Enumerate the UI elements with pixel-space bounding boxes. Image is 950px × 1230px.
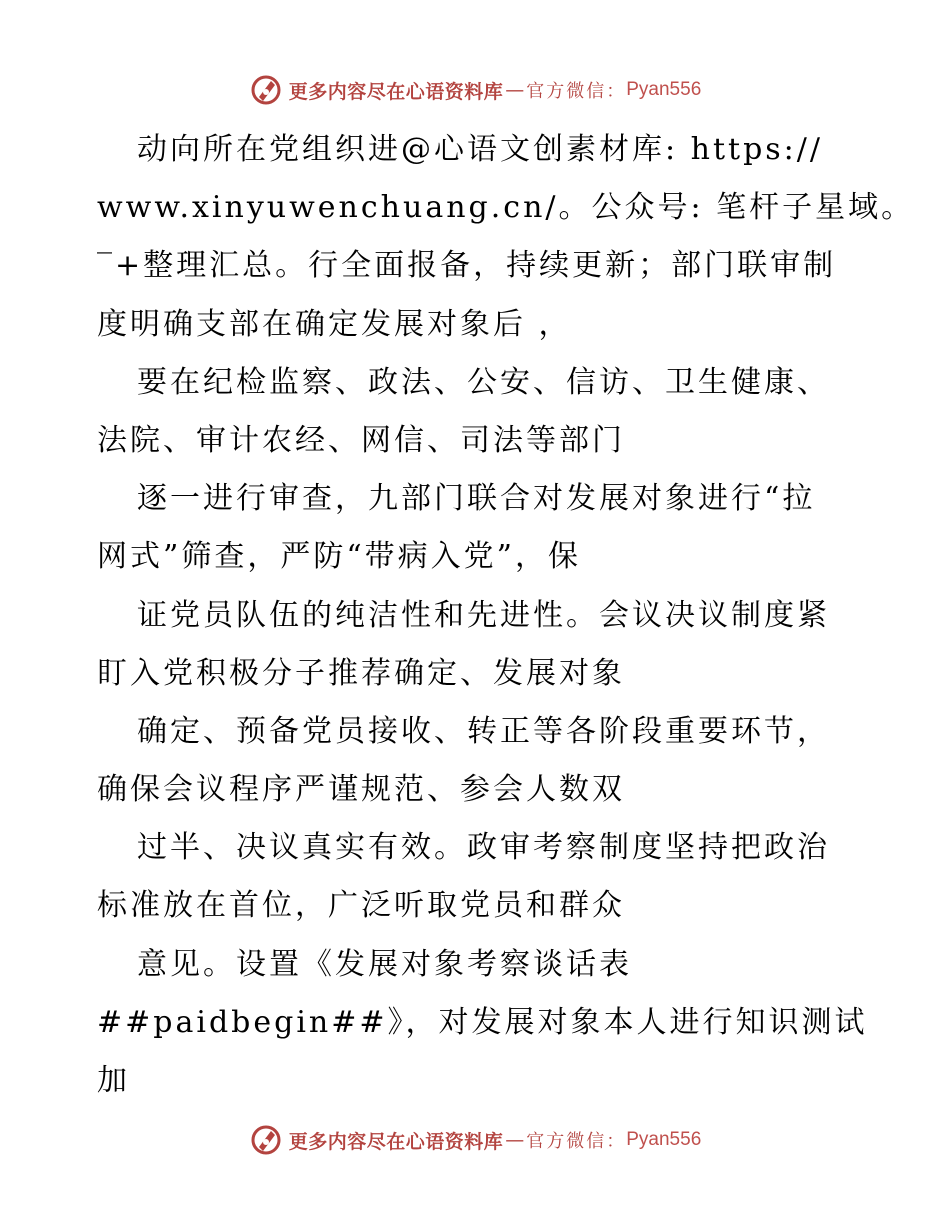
body-line: 加	[97, 1063, 130, 1098]
body-line: 法院、审计农经、网信、司法等部门	[97, 422, 625, 458]
footer-watermark-separator: —	[505, 1129, 525, 1151]
body-line: 确保会议程序严谨规范、参会人数双	[97, 772, 625, 808]
body-line: 意见。设置《发展对象考察谈话表	[137, 946, 632, 982]
body-line: 标准放在首位，广泛听取党员和群众	[97, 888, 625, 924]
body-line: 度明确支部在确定发展对象后 ，	[97, 306, 572, 342]
body-line: 过半、决议真实有效。政审考察制度坚持把政治	[137, 830, 830, 866]
footer-watermark-id: Pyan556	[626, 1129, 702, 1150]
header-watermark-main: 更多内容尽在心语资料库	[288, 80, 504, 103]
body-line: www.xinyuwenchuang.cn/。公众号: 笔杆子星域。	[97, 190, 915, 226]
footer-watermark-main: 更多内容尽在心语资料库	[288, 1130, 504, 1153]
footer-watermark-sub: 官方微信：	[526, 1131, 627, 1152]
body-line: 网式”筛查，严防“带病入党”，保	[97, 539, 582, 575]
document-body	[97, 121, 915, 1110]
header-watermark-id: Pyan556	[626, 79, 702, 100]
header-watermark	[0, 70, 950, 110]
body-line: 盯入党积极分子推荐确定、发展对象	[97, 655, 625, 691]
brand-logo-icon	[249, 73, 283, 107]
header-watermark-sub: 官方微信：	[526, 81, 627, 102]
body-line: ##paidbegin##》，对发展对象本人进行知识测试	[97, 1004, 868, 1040]
brand-logo-icon	[249, 1123, 283, 1157]
body-line: 确定、预备党员接收、转正等各阶段重要环节，	[137, 713, 830, 749]
body-line: 要在纪检监察、政法、公安、信访、卫生健康、	[137, 364, 830, 400]
body-line: ‾+整理汇总。行全面报备，持续更新；部门联审制	[97, 248, 837, 284]
footer-watermark	[0, 1120, 950, 1160]
header-watermark-separator: —	[505, 79, 525, 101]
body-line: 逐一进行审查，九部门联合对发展对象进行“拉	[137, 481, 816, 517]
body-line: 证党员队伍的纯洁性和先进性。会议决议制度紧	[137, 597, 830, 633]
body-line: 动向所在党组织进@心语文创素材库: https://	[137, 132, 823, 167]
